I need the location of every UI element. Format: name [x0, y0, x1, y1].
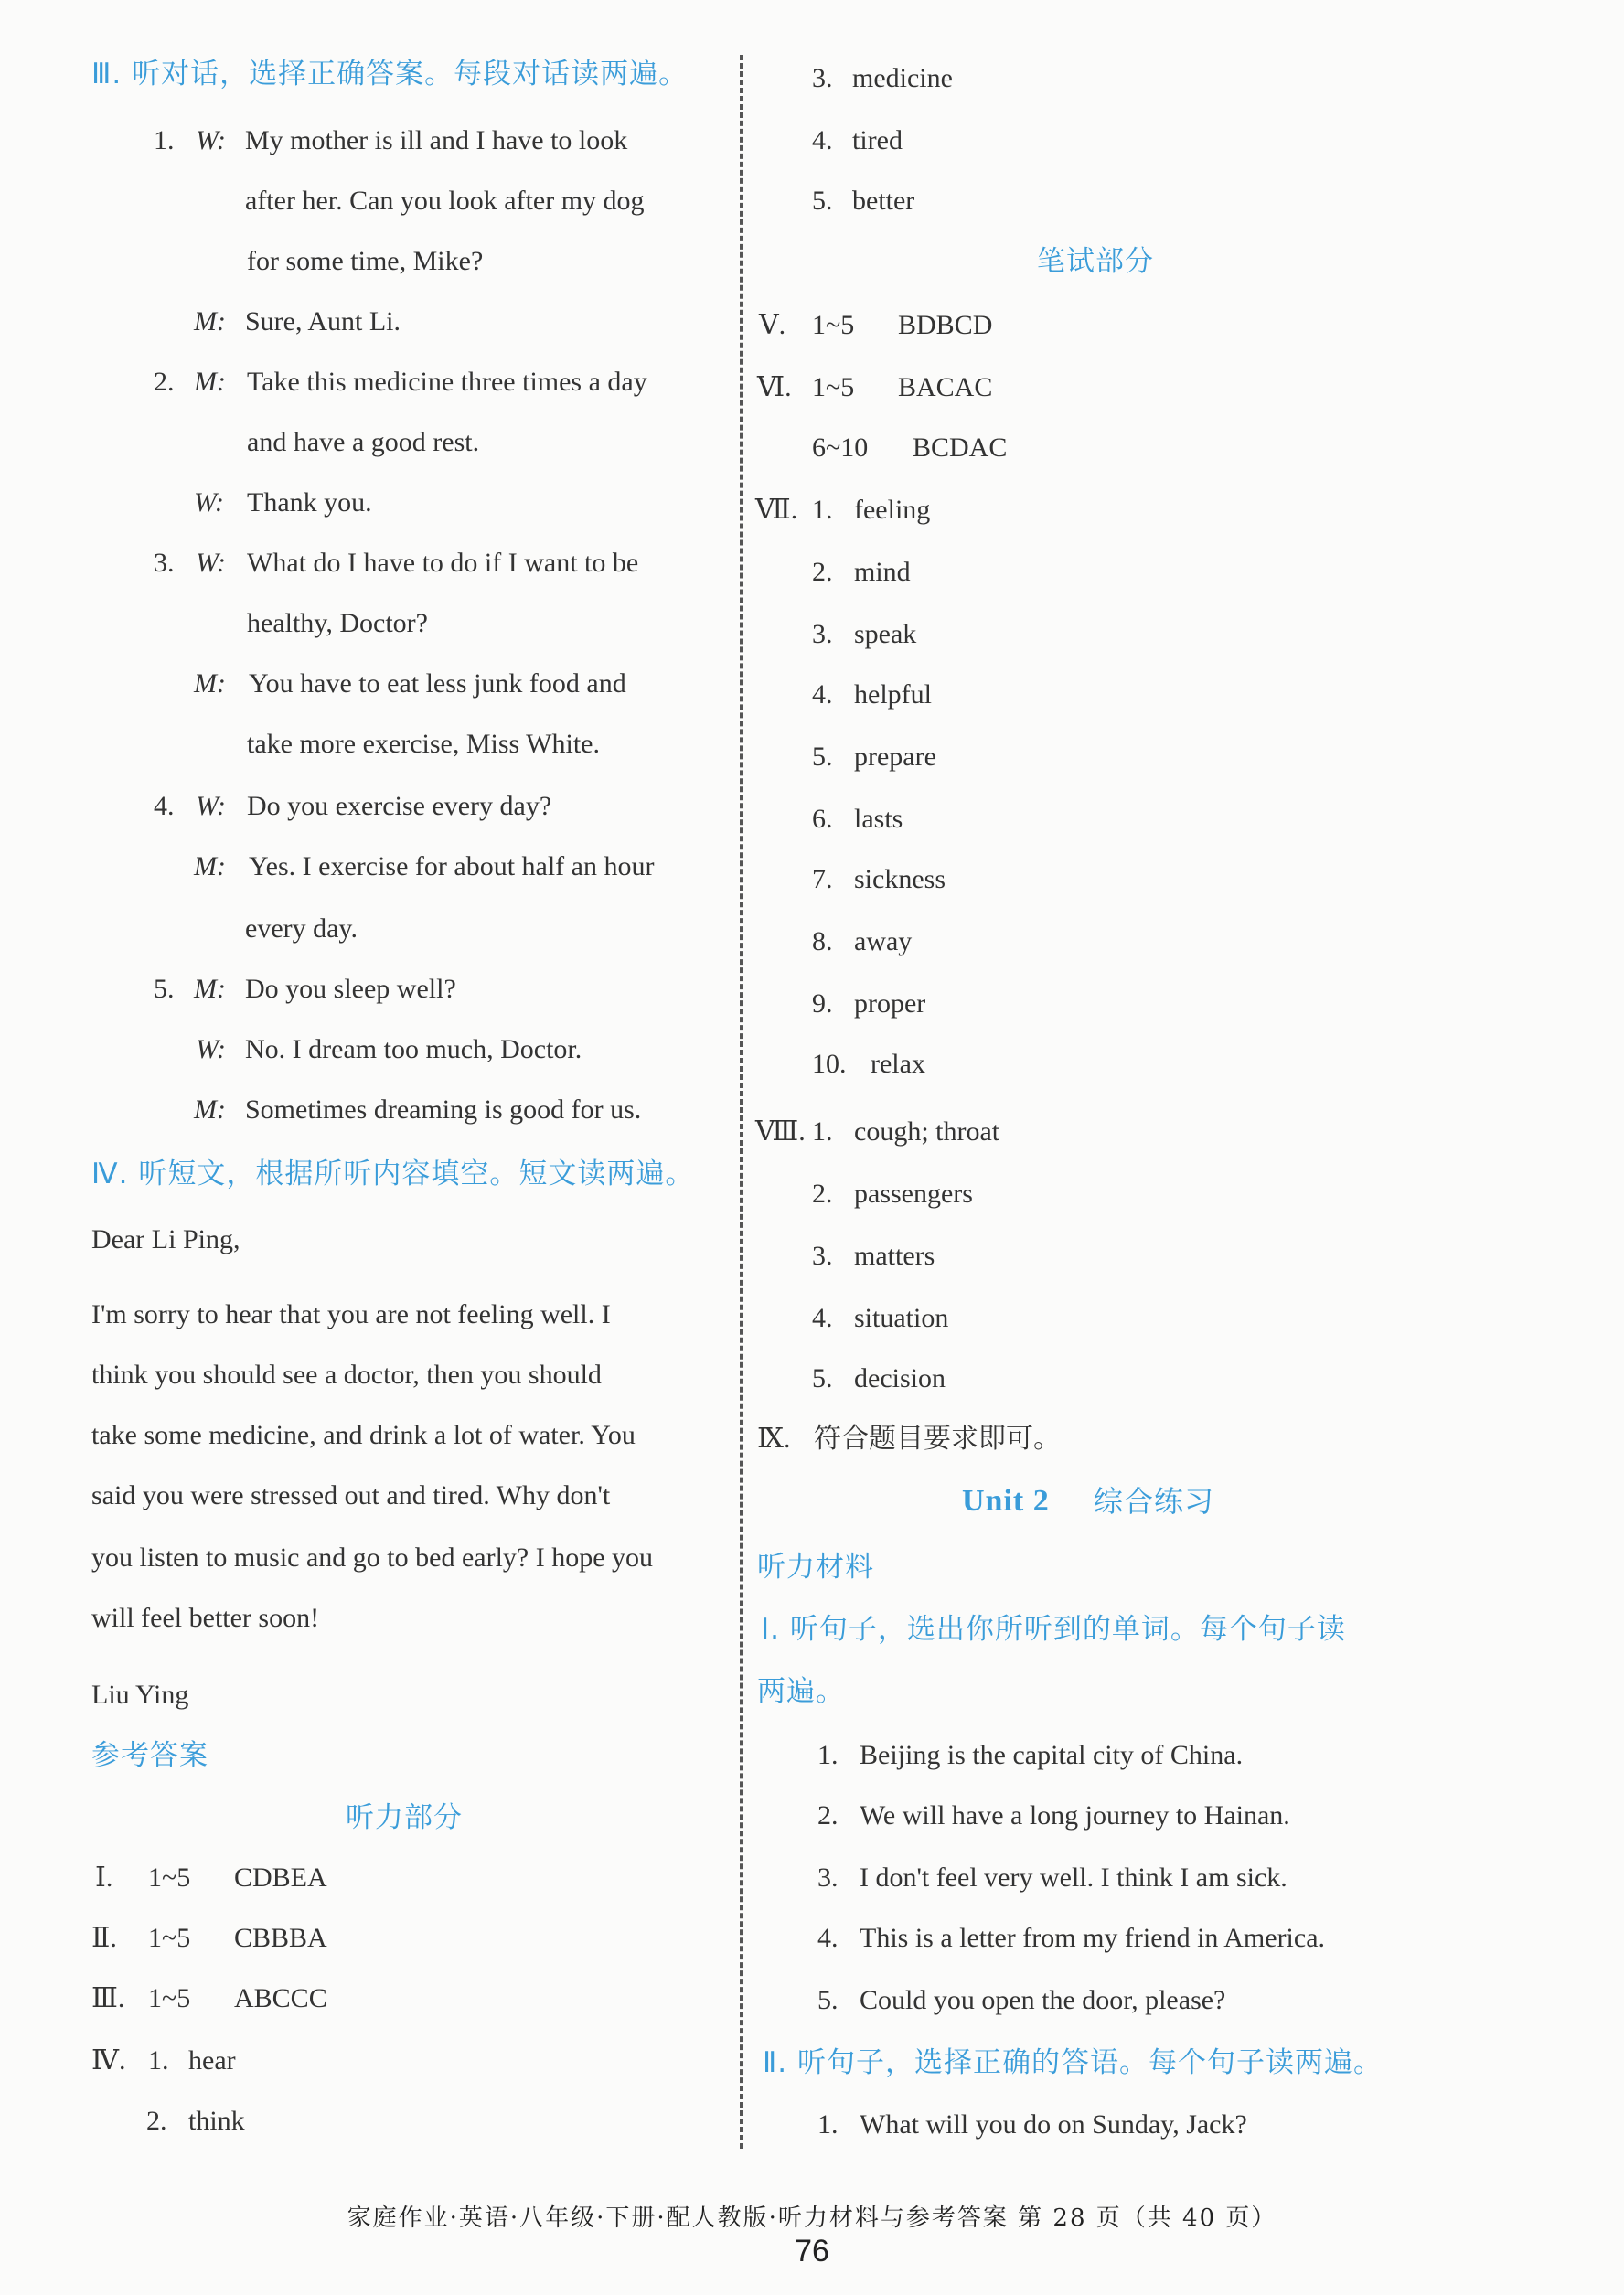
reference-answers-label: 参考答案: [91, 1739, 208, 1772]
unit-title-cn: 综合练习: [1094, 1484, 1215, 1519]
sentence: I don't feel very well. I think I am sick.: [860, 1863, 1287, 1893]
answer-word: think: [188, 2106, 245, 2136]
dialogue-line: You have to eat less junk food and: [249, 668, 626, 699]
item-number: 3.: [812, 619, 833, 649]
speaker-label: M:: [194, 974, 226, 1004]
dialogue-line: Do you exercise every day?: [247, 791, 552, 821]
item-number: 4.: [812, 679, 833, 710]
answer-word: feeling: [854, 495, 931, 525]
dialogue-line: Do you sleep well?: [245, 974, 456, 1004]
section-heading: Ⅰ. 听句子，选出你所听到的单词。每个句子读: [761, 1613, 1346, 1646]
dialogue-line: Sure, Aunt Li.: [245, 306, 401, 336]
item-number: 4.: [817, 1923, 839, 1953]
letter-line: take some medicine, and drink a lot of water. You: [91, 1420, 636, 1450]
answer-word: situation: [854, 1303, 949, 1333]
dialogue-line: every day.: [245, 913, 358, 944]
speaker-label: W:: [196, 791, 227, 821]
answer-word: helpful: [854, 679, 932, 710]
item-number: 1.: [148, 2045, 169, 2076]
listening-material-label: 听力材料: [757, 1551, 874, 1584]
item-number: 5.: [812, 1363, 833, 1393]
item-number: 2.: [154, 367, 175, 397]
answer-word: lasts: [854, 804, 903, 834]
answer-word: relax: [871, 1049, 925, 1079]
item-number: 3.: [812, 63, 833, 93]
item-number: 1.: [154, 125, 175, 155]
answer-roman: Ⅸ.: [757, 1424, 791, 1454]
answer-text: 符合题目要求即可。: [814, 1423, 1061, 1455]
answer-range: 1~5: [812, 372, 855, 402]
answer-key: ABCCC: [234, 1983, 327, 2013]
letter-line: you listen to music and go to bed early? I hope you: [91, 1542, 654, 1573]
item-number: 10.: [812, 1049, 847, 1079]
speaker-label: M:: [194, 1094, 226, 1125]
answer-roman: Ⅰ.: [95, 1863, 113, 1893]
answer-word: better: [852, 186, 915, 216]
answer-word: cough; throat: [854, 1116, 1000, 1147]
item-number: 3.: [812, 1241, 833, 1271]
speaker-label: M:: [194, 668, 226, 699]
answer-word: away: [854, 926, 913, 956]
dialogue-line: take more exercise, Miss White.: [247, 729, 600, 759]
answer-key: BDBCD: [898, 310, 993, 340]
listening-part-label: 听力部分: [346, 1801, 463, 1834]
answer-word: speak: [854, 619, 917, 649]
answer-roman: Ⅵ.: [757, 372, 792, 402]
section-heading-continued: 两遍。: [757, 1675, 845, 1708]
speaker-label: W:: [196, 125, 227, 155]
answer-word: medicine: [852, 63, 953, 93]
item-number: 5.: [812, 742, 833, 772]
answer-range: 1~5: [148, 1983, 191, 2013]
letter-greeting: Dear Li Ping,: [91, 1224, 240, 1254]
answer-range: 1~5: [148, 1863, 191, 1893]
answer-word: sickness: [854, 864, 946, 894]
item-number: 9.: [812, 988, 833, 1019]
dialogue-line: No. I dream too much, Doctor.: [245, 1034, 582, 1064]
dialogue-line: for some time, Mike?: [247, 246, 484, 276]
answer-roman: Ⅶ.: [755, 495, 798, 525]
answer-range: 1~5: [812, 310, 855, 340]
item-number: 2.: [817, 1800, 839, 1831]
sentence: Could you open the door, please?: [860, 1985, 1226, 2015]
page-number: 76: [795, 2234, 829, 2268]
dialogue-line: What do I have to do if I want to be: [247, 548, 639, 578]
answer-range: 1~5: [148, 1923, 191, 1953]
dialogue-line: My mother is ill and I have to look: [245, 125, 628, 155]
item-number: 4.: [812, 1303, 833, 1333]
dialogue-line: and have a good rest.: [247, 427, 480, 457]
speaker-label: M:: [194, 306, 226, 336]
letter-line: I'm sorry to hear that you are not feeling well. I: [91, 1299, 611, 1329]
dialogue-line: healthy, Doctor?: [247, 608, 428, 638]
answer-word: passengers: [854, 1179, 973, 1209]
item-number: 5.: [817, 1985, 839, 2015]
answer-key: BCDAC: [913, 432, 1008, 463]
letter-signature: Liu Ying: [91, 1680, 189, 1710]
column-divider: [740, 55, 743, 2149]
sentence: Beijing is the capital city of China.: [860, 1740, 1244, 1770]
written-part-label: 笔试部分: [1037, 245, 1154, 278]
page-footer: 家庭作业·英语·八年级·下册·配人教版·听力材料与参考答案 第 28 页（共 40 页）: [347, 2204, 1277, 2232]
answer-word: prepare: [854, 742, 936, 772]
answer-word: decision: [854, 1363, 946, 1393]
dialogue-line: Take this medicine three times a day: [247, 367, 647, 397]
letter-line: said you were stressed out and tired. Why don't: [91, 1480, 611, 1510]
answer-roman: Ⅷ.: [755, 1116, 806, 1147]
sentence: We will have a long journey to Hainan.: [860, 1800, 1290, 1831]
unit-title-en: Unit 2: [962, 1484, 1050, 1518]
answer-roman: Ⅱ.: [91, 1923, 117, 1953]
speaker-label: W:: [196, 1034, 227, 1064]
answer-roman: Ⅴ.: [759, 310, 786, 340]
item-number: 2.: [812, 1179, 833, 1209]
item-number: 6.: [812, 804, 833, 834]
item-number: 7.: [812, 864, 833, 894]
dialogue-line: after her. Can you look after my dog: [245, 186, 645, 216]
speaker-label: W:: [196, 548, 227, 578]
item-number: 5.: [154, 974, 175, 1004]
section-heading: Ⅲ. 听对话，选择正确答案。每段对话读两遍。: [91, 58, 689, 91]
item-number: 5.: [812, 186, 833, 216]
speaker-label: M:: [194, 367, 226, 397]
answer-key: BACAC: [898, 372, 993, 402]
answer-word: matters: [854, 1241, 935, 1271]
item-number: 4.: [812, 125, 833, 155]
item-number: 1.: [817, 1740, 839, 1770]
item-number: 3.: [817, 1863, 839, 1893]
answer-key: CDBEA: [234, 1863, 327, 1893]
item-number: 2.: [146, 2106, 167, 2136]
answer-roman: Ⅳ.: [91, 2045, 126, 2076]
item-number: 2.: [812, 557, 833, 587]
letter-line: think you should see a doctor, then you should: [91, 1360, 602, 1390]
sentence: This is a letter from my friend in America.: [860, 1923, 1326, 1953]
item-number: 8.: [812, 926, 833, 956]
sentence: What will you do on Sunday, Jack?: [860, 2109, 1247, 2140]
item-number: 4.: [154, 791, 175, 821]
item-number: 3.: [154, 548, 175, 578]
section-heading: Ⅱ. 听句子，选择正确的答语。每个句子读两遍。: [763, 2046, 1383, 2079]
answer-word: proper: [854, 988, 926, 1019]
answer-range: 6~10: [812, 432, 869, 463]
dialogue-line: Thank you.: [247, 487, 372, 518]
speaker-label: M:: [194, 851, 226, 881]
speaker-label: W:: [194, 487, 225, 518]
section-heading: Ⅳ. 听短文，根据所听内容填空。短文读两遍。: [91, 1158, 695, 1190]
answer-roman: Ⅲ.: [91, 1983, 125, 2013]
answer-word: hear: [188, 2045, 236, 2076]
dialogue-line: Sometimes dreaming is good for us.: [245, 1094, 642, 1125]
item-number: 1.: [817, 2109, 839, 2140]
letter-line: will feel better soon!: [91, 1603, 320, 1633]
answer-word: tired: [852, 125, 903, 155]
answer-key: CBBBA: [234, 1923, 327, 1953]
item-number: 1.: [812, 495, 833, 525]
answer-word: mind: [854, 557, 911, 587]
item-number: 1.: [812, 1116, 833, 1147]
dialogue-line: Yes. I exercise for about half an hour: [249, 851, 655, 881]
